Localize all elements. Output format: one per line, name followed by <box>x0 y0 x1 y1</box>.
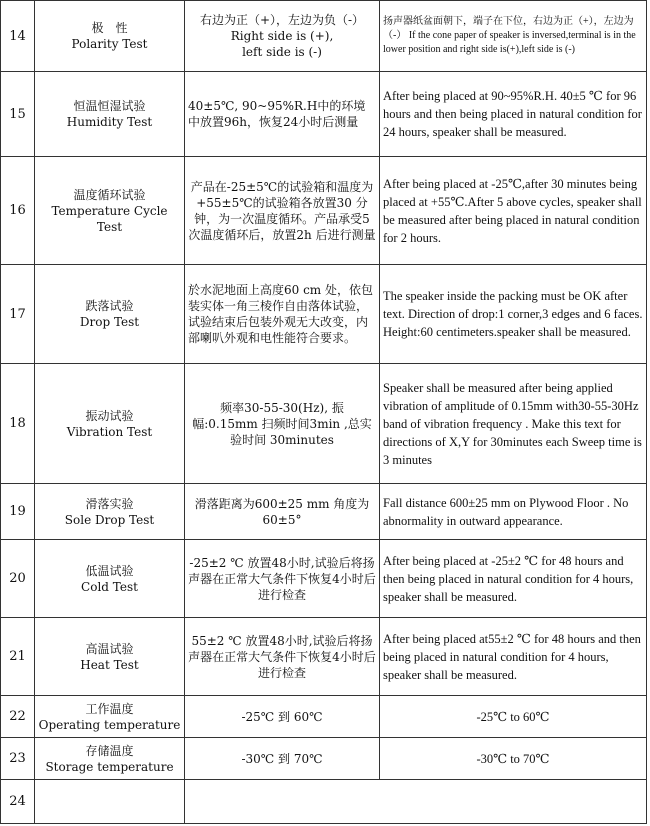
table-row <box>1 540 647 618</box>
requirement-en: -30℃ to 70℃ <box>380 738 647 780</box>
row-number: 24 <box>1 780 35 824</box>
test-item-en: Temperature Cycle Test <box>51 203 168 234</box>
table-row <box>1 72 647 157</box>
row-number: 18 <box>1 364 35 484</box>
table-row <box>1 1 647 72</box>
table-row <box>1 364 647 484</box>
requirement-en: -25℃ to 60℃ <box>380 696 647 738</box>
test-item-en: Storage temperature <box>45 759 174 774</box>
requirement-en: The speaker inside the packing must be OK after text. Direction of drop:1 corner,3 edges and 6 faces. Height:60 centimeters.speaker shall be measured. <box>380 265 647 364</box>
test-item-en: Sole Drop Test <box>64 512 155 527</box>
test-item <box>35 72 185 157</box>
test-item-cn: 存储温度 <box>85 743 134 758</box>
row-number: 15 <box>1 72 35 157</box>
test-item-en: Humidity Test <box>66 115 153 129</box>
row-number: 21 <box>1 618 35 696</box>
table-row <box>1 484 647 540</box>
test-item-en: Drop Test <box>79 315 140 329</box>
test-item-cn: 滑落实验 <box>85 496 134 511</box>
requirement-cn: 40±5℃, 90~95%R.H中的环境中放置96h，恢复24小时后测量 <box>185 72 380 157</box>
test-item-en: Polarity Test <box>71 37 148 51</box>
table-row <box>1 157 647 265</box>
table-row <box>1 780 647 824</box>
requirement-cn: 频率30-55-30(Hz), 振幅:0.15mm 扫频时间3min ,总实验时间 30minutes <box>185 364 380 484</box>
requirement-en-line: left side is (-) <box>242 45 322 59</box>
test-item-cn: 恒温恒湿试验 <box>73 99 146 113</box>
table-row <box>1 696 647 738</box>
requirement-cn: 滑落距离为600±25 mm 角度为60±5° <box>185 484 380 540</box>
test-item-cn: 极 性 <box>91 21 128 35</box>
test-item-cn: 振动试验 <box>85 408 134 423</box>
test-item <box>35 265 185 364</box>
test-item-cn: 低温试验 <box>85 563 134 578</box>
requirement-cn: -30℃ 到 70℃ <box>185 738 380 780</box>
test-item-cn: 跌落试验 <box>85 299 134 313</box>
test-item <box>35 738 185 780</box>
requirement-cn: 於水泥地面上高度60 cm 处，依包装实体一角三棱作自由落体试验，试验结束后包装外观无大改变，内部喇叭外观和电性能符合要求。 <box>185 265 380 364</box>
test-item <box>35 780 185 824</box>
table-row <box>1 265 647 364</box>
requirement-en: After being placed at55±2 ℃ for 48 hours and then being placed in natural condition for 4 hours, speaker shall be measured. <box>380 618 647 696</box>
row-number: 22 <box>1 696 35 738</box>
row-number: 16 <box>1 157 35 265</box>
requirement-cn <box>185 1 380 72</box>
requirement-cn: -25±2 ℃ 放置48小时,试验后将扬声器在正常大气条件下恢复4小时后进行检查 <box>185 540 380 618</box>
requirement-en: Fall distance 600±25 mm on Plywood Floor . No abnormality in outward appearance. <box>380 484 647 540</box>
requirement-en: Speaker shall be measured after being applied vibration of amplitude of 0.15mm with30-55-30Hz band of vibration frequency . Make this text for directions of X,Y for 30minutes each Sweep time is 3 minutes <box>380 364 647 484</box>
requirement-en <box>380 780 647 824</box>
requirement-cn: 产品在-25±5℃的试验箱和温度为+55±5℃的试验箱各放置30 分钟，为一次温度循环。产品承受5 次温度循环后，放置2h 后进行测量 <box>185 157 380 265</box>
requirement-cn <box>185 780 380 824</box>
test-item <box>35 364 185 484</box>
row-number: 17 <box>1 265 35 364</box>
test-item-cn: 高温试验 <box>85 641 134 656</box>
row-number: 20 <box>1 540 35 618</box>
requirement-cn-line: 右边为正（+），左边为负（-） <box>199 13 365 27</box>
requirement-cn: -25℃ 到 60℃ <box>185 696 380 738</box>
test-item-cn: 工作温度 <box>85 701 134 716</box>
table-row <box>1 618 647 696</box>
test-item <box>35 1 185 72</box>
test-item-en: Operating temperature <box>38 717 181 732</box>
test-item <box>35 484 185 540</box>
test-item <box>35 540 185 618</box>
requirement-en: After being placed at 90~95%R.H. 40±5 ℃ for 96 hours and then being placed in natural condition for 24 hours, speaker shall be measured. <box>380 72 647 157</box>
test-item-en: Vibration Test <box>66 424 153 439</box>
row-number: 23 <box>1 738 35 780</box>
test-item <box>35 618 185 696</box>
test-item-en: Cold Test <box>81 579 138 594</box>
table-row <box>1 738 647 780</box>
test-item <box>35 157 185 265</box>
requirement-cn: 55±2 ℃ 放置48小时,试验后将扬声器在正常大气条件下恢复4小时后进行检查 <box>185 618 380 696</box>
requirement-en: After being placed at -25℃,after 30 minutes being placed at +55℃.After 5 above cycles, speaker shall be measured after being placed in natural condition for 2 hours. <box>380 157 647 265</box>
test-item <box>35 696 185 738</box>
requirement-en: After being placed at -25±2 ℃ for 48 hours and then being placed in natural condition for 4 hours, speaker shall be measured. <box>380 540 647 618</box>
requirement-en-line: Right side is (+), <box>230 29 334 43</box>
row-number: 14 <box>1 1 35 72</box>
test-item-cn: 温度循环试验 <box>73 187 146 202</box>
requirement-en: 扬声器纸盆面朝下，端子在下位，右边为正（+），左边为（-） If the cone paper of speaker is inversed,terminal is in the lower position and right side is(+),left side is (-) <box>380 1 647 72</box>
row-number: 19 <box>1 484 35 540</box>
test-item-en: Heat Test <box>80 657 139 672</box>
